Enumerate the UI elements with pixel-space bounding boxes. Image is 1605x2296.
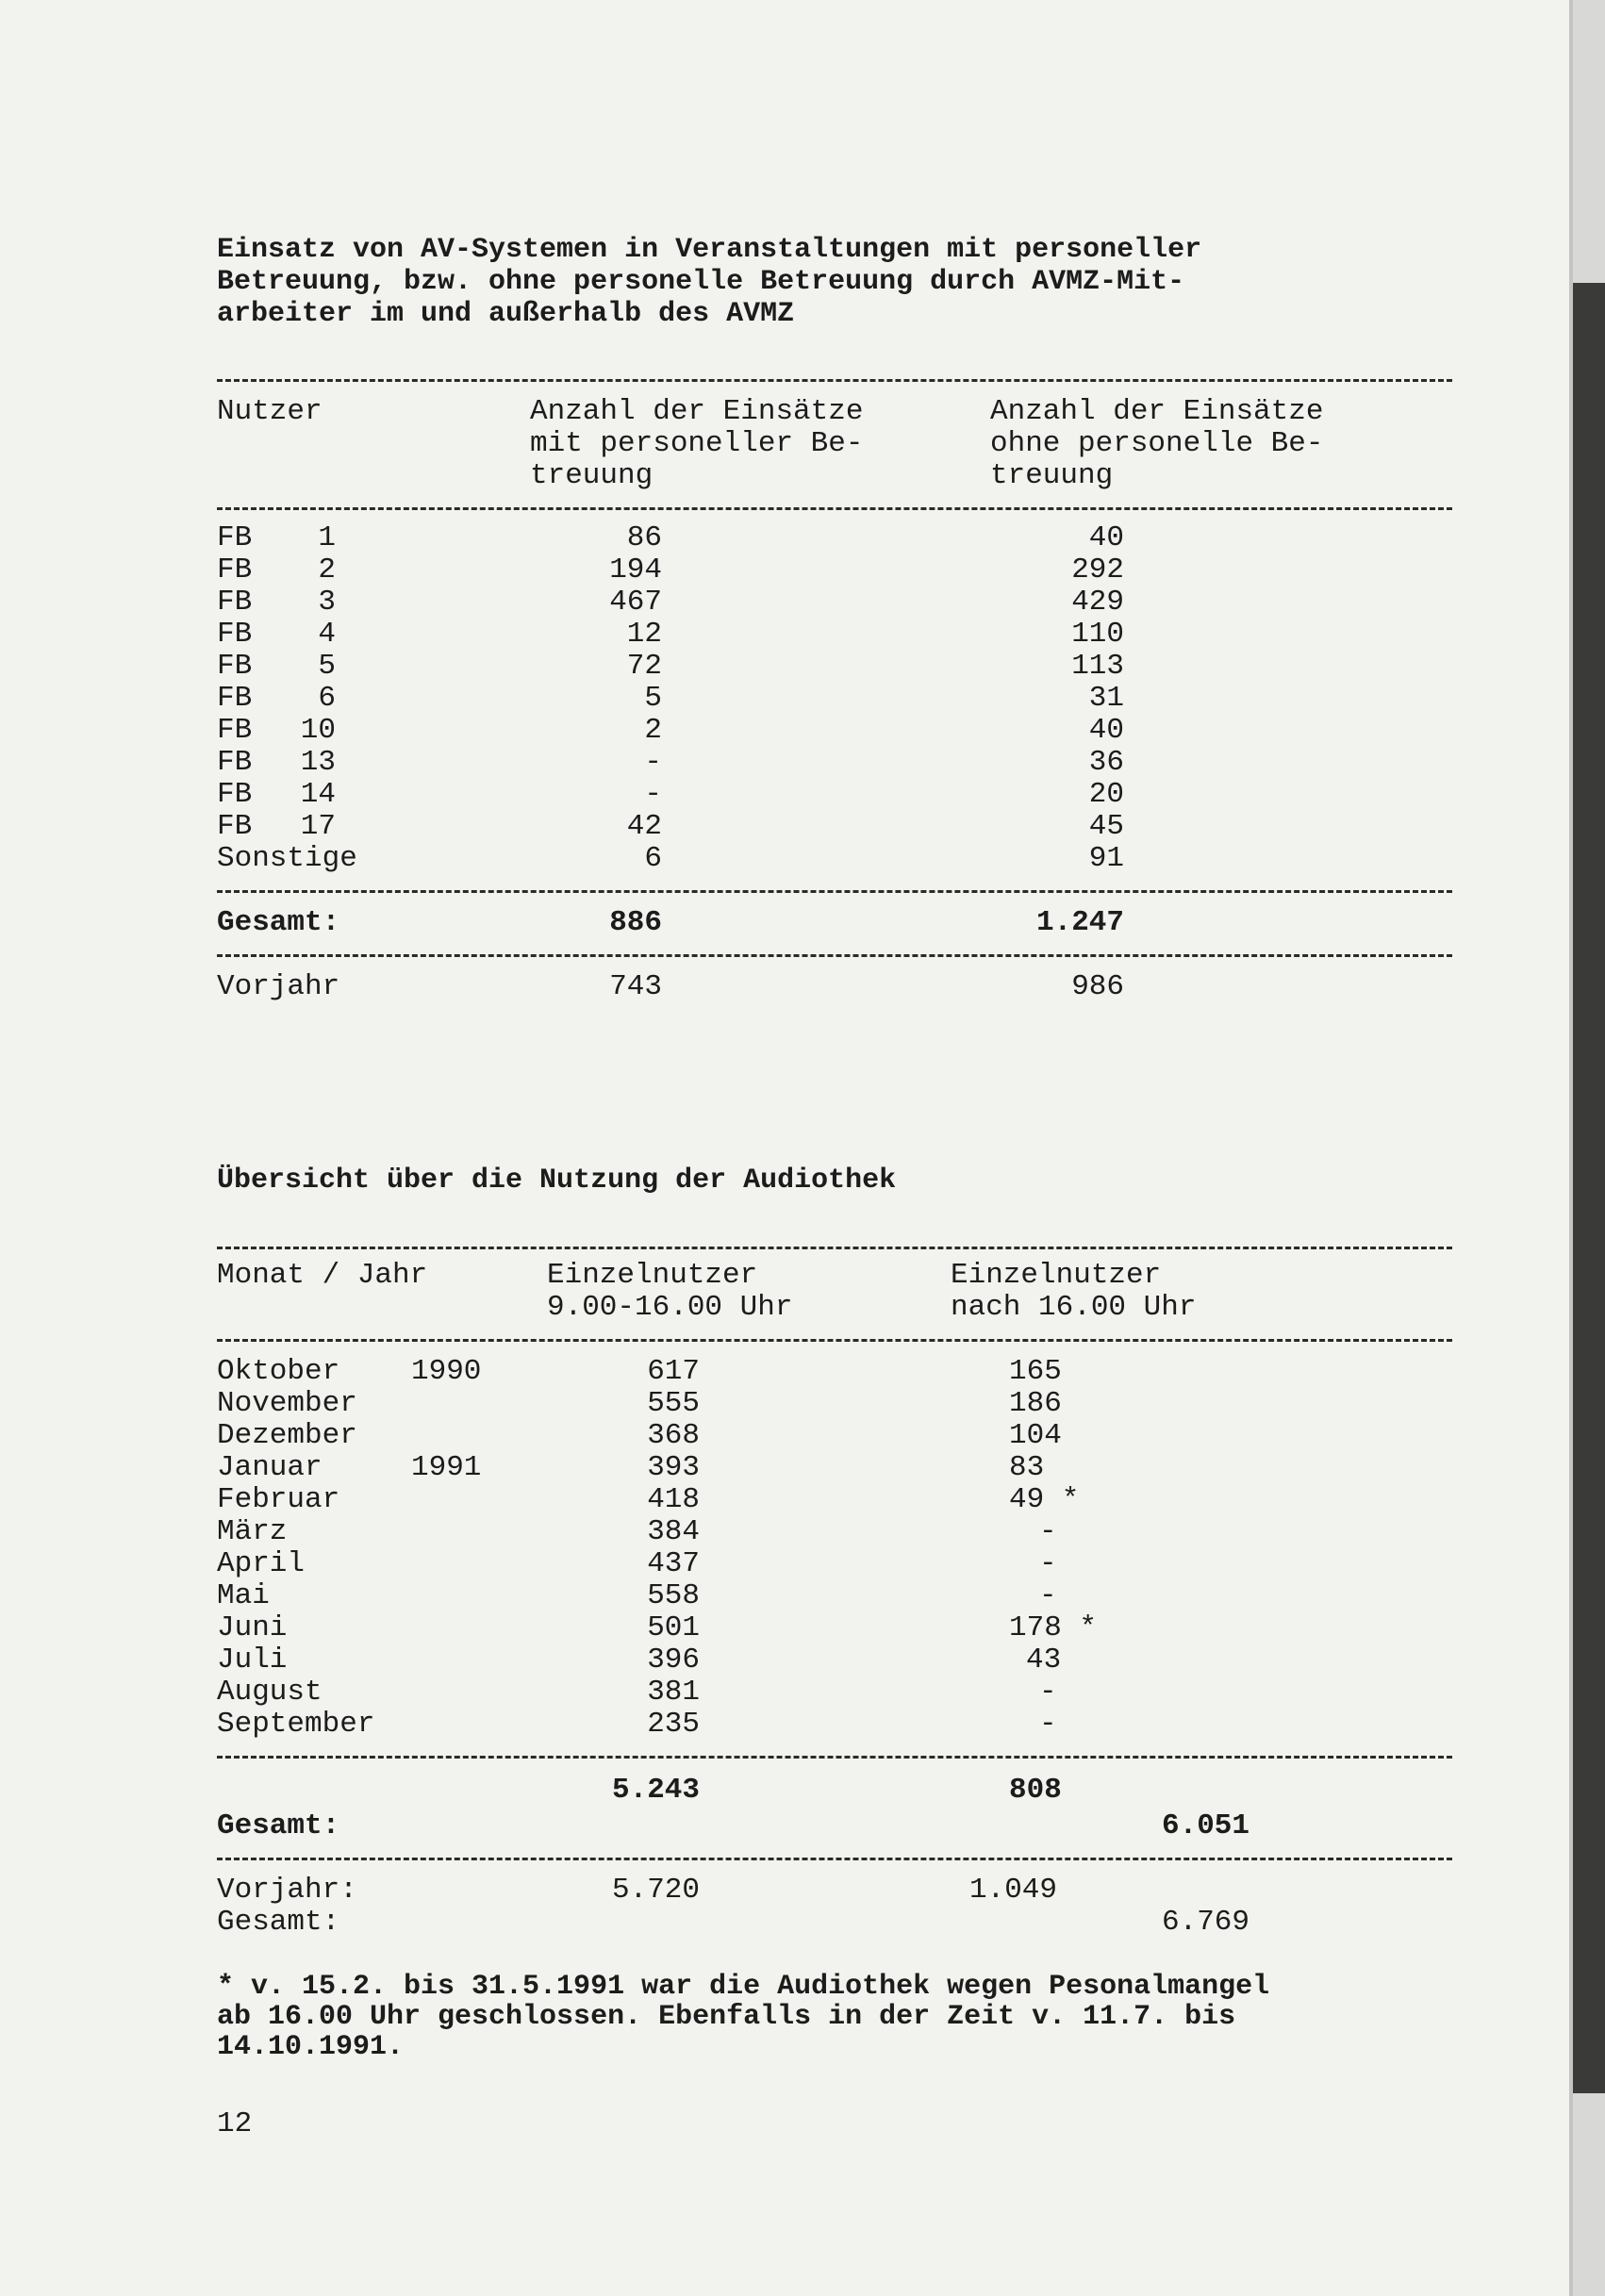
page-number: 12 [217, 2107, 253, 2140]
section2-header-evening-line-2: nach 16.00 Uhr [951, 1291, 1197, 1324]
row-number: 6 [318, 682, 336, 715]
section2-previous-label: Vorjahr: [217, 1874, 357, 1907]
row-evening-count: 186 [1009, 1387, 1062, 1420]
row-number: 10 [300, 714, 336, 747]
row-month: Mai [217, 1579, 270, 1612]
row-without-count: 31 [1088, 682, 1124, 715]
row-day-count: 381 [647, 1676, 700, 1709]
row-name: FB [217, 618, 253, 651]
row-evening-count: 83 [1009, 1451, 1045, 1484]
row-day-count: 501 [647, 1611, 700, 1644]
row-day-count: 384 [647, 1515, 700, 1548]
section2-header-rule-top [217, 1247, 1452, 1249]
row-number: 17 [300, 810, 336, 843]
section1-header-without-line-1: Anzahl der Einsätze [990, 395, 1324, 428]
row-without-count: 36 [1088, 746, 1124, 779]
row-with-count: 5 [644, 682, 662, 715]
row-day-count: 555 [647, 1387, 700, 1420]
row-number: 5 [318, 650, 336, 683]
row-day-count: 396 [647, 1644, 700, 1677]
row-day-count: 437 [647, 1547, 700, 1580]
row-without-count: 113 [1071, 650, 1124, 683]
section2-header-rule-bottom [217, 1339, 1452, 1342]
section2-header-evening-line-1: Einzelnutzer [951, 1259, 1162, 1292]
row-evening-count: 104 [1009, 1419, 1062, 1452]
row-without-count: 110 [1071, 618, 1124, 651]
section2-previous-evening: 1.049 [969, 1874, 1058, 1907]
row-evening-count: 43 [1026, 1644, 1062, 1677]
section1-total-rule-top [217, 890, 1452, 893]
section1-previous-with: 743 [609, 970, 662, 1003]
row-with-count: 72 [626, 650, 662, 683]
row-day-count: 558 [647, 1579, 700, 1612]
section1-header-nutzer: Nutzer [217, 395, 323, 428]
row-name: FB [217, 650, 253, 683]
row-with-count: 42 [626, 810, 662, 843]
row-with-count: - [644, 746, 662, 779]
footnote-line-1: * v. 15.2. bis 31.5.1991 war die Audiothek wegen Pesonalmangel [217, 1971, 1270, 2003]
section2-header-day-line-2: 9.00-16.00 Uhr [547, 1291, 793, 1324]
section2-previous-day: 5.720 [611, 1874, 700, 1907]
section2-total-sum: 6.051 [1162, 1809, 1250, 1842]
section2-title: Übersicht über die Nutzung der Audiothek [217, 1165, 897, 1197]
row-day-count: 617 [647, 1355, 700, 1388]
row-number: 13 [300, 746, 336, 779]
row-without-count: 40 [1088, 714, 1124, 747]
row-number: 3 [318, 586, 336, 619]
row-name: FB [217, 682, 253, 715]
row-month: Dezember [217, 1419, 357, 1452]
row-evening-count: - [1039, 1515, 1057, 1548]
section1-header-without-line-2: ohne personelle Be- [990, 427, 1324, 460]
section1-total-without: 1.247 [1035, 906, 1124, 939]
section1-header-with-line-2: mit personeller Be- [530, 427, 864, 460]
row-month: April [217, 1547, 306, 1580]
row-name: FB [217, 746, 253, 779]
row-month: März [217, 1515, 288, 1548]
row-without-count: 292 [1071, 553, 1124, 586]
row-month: September [217, 1708, 375, 1741]
binding-edge [1573, 283, 1605, 2093]
row-year: 1991 [411, 1451, 482, 1484]
row-name: FB [217, 586, 253, 619]
row-name: Sonstige [217, 842, 357, 875]
row-with-count: 86 [626, 521, 662, 554]
row-without-count: 45 [1088, 810, 1124, 843]
row-evening-count: - [1039, 1579, 1057, 1612]
row-with-count: 194 [609, 553, 662, 586]
row-evening-count: - [1039, 1676, 1057, 1709]
row-month: Juni [217, 1611, 288, 1644]
row-with-count: 2 [644, 714, 662, 747]
section1-total-label: Gesamt: [217, 906, 340, 939]
row-with-count: 12 [626, 618, 662, 651]
row-without-count: 20 [1088, 778, 1124, 811]
row-evening-count: 165 [1009, 1355, 1062, 1388]
row-number: 4 [318, 618, 336, 651]
section2-total-evening: 808 [1009, 1774, 1062, 1807]
row-evening-count: 178 * [1009, 1611, 1098, 1644]
section1-header-without-line-3: treuung [990, 459, 1114, 492]
row-evening-count: - [1039, 1708, 1057, 1741]
row-without-count: 40 [1088, 521, 1124, 554]
row-day-count: 393 [647, 1451, 700, 1484]
section1-header-rule-top [217, 379, 1452, 382]
section2-header-day-line-1: Einzelnutzer [547, 1259, 758, 1292]
row-without-count: 91 [1088, 842, 1124, 875]
row-name: FB [217, 778, 253, 811]
section2-total-rule-bottom [217, 1858, 1452, 1860]
row-name: FB [217, 553, 253, 586]
row-without-count: 429 [1071, 586, 1124, 619]
section1-previous-label: Vorjahr [217, 970, 340, 1003]
section1-header-with-line-3: treuung [530, 459, 654, 492]
section1-title-line-3: arbeiter im und außerhalb des AVMZ [217, 298, 795, 330]
row-day-count: 418 [647, 1483, 700, 1516]
row-name: FB [217, 521, 253, 554]
section1-title-line-2: Betreuung, bzw. ohne personelle Betreuung durch AVMZ-Mit- [217, 266, 1185, 298]
row-number: 2 [318, 553, 336, 586]
section1-total-with: 886 [609, 906, 662, 939]
section1-header-rule-bottom [217, 507, 1452, 510]
row-day-count: 368 [647, 1419, 700, 1452]
row-evening-count: - [1039, 1547, 1057, 1580]
section1-header-with-line-1: Anzahl der Einsätze [530, 395, 864, 428]
row-evening-count: 49 * [1009, 1483, 1080, 1516]
row-month: August [217, 1676, 323, 1709]
row-month: November [217, 1387, 357, 1420]
row-with-count: 6 [644, 842, 662, 875]
section2-previous-sum-label: Gesamt: [217, 1906, 340, 1939]
row-with-count: - [644, 778, 662, 811]
footnote-line-2: ab 16.00 Uhr geschlossen. Ebenfalls in der Zeit v. 11.7. bis [217, 2001, 1236, 2033]
row-year: 1990 [411, 1355, 482, 1388]
row-name: FB [217, 714, 253, 747]
section2-header-month: Monat / Jahr [217, 1259, 428, 1292]
row-month: Februar [217, 1483, 340, 1516]
footnote-line-3: 14.10.1991. [217, 2031, 405, 2063]
row-month: Oktober [217, 1355, 340, 1388]
row-month: Juli [217, 1644, 288, 1677]
section2-total-day: 5.243 [611, 1774, 700, 1807]
section1-previous-without: 986 [1071, 970, 1124, 1003]
row-name: FB [217, 810, 253, 843]
section1-total-rule-bottom [217, 954, 1452, 957]
row-number: 14 [300, 778, 336, 811]
section2-previous-sum: 6.769 [1162, 1906, 1250, 1939]
row-number: 1 [318, 521, 336, 554]
section2-total-label: Gesamt: [217, 1809, 340, 1842]
section2-total-rule-top [217, 1756, 1452, 1759]
row-month: Januar [217, 1451, 323, 1484]
row-with-count: 467 [609, 586, 662, 619]
row-day-count: 235 [647, 1708, 700, 1741]
section1-title-line-1: Einsatz von AV-Systemen in Veranstaltungen mit personeller [217, 234, 1202, 266]
